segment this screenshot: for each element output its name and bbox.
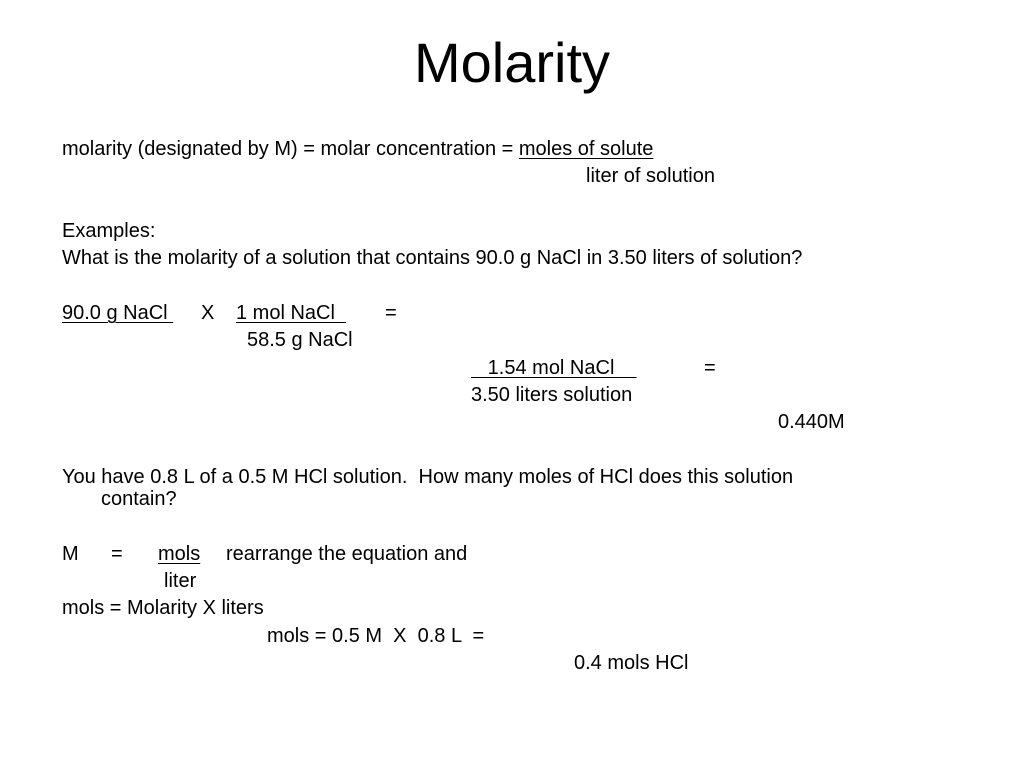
- example2-equals: =: [111, 543, 123, 565]
- definition-prefix: molarity (designated by M) = molar concentration =: [62, 138, 519, 160]
- example1-conv-denominator: 58.5 g NaCl: [247, 329, 353, 351]
- example2-question-line2: contain?: [101, 488, 177, 510]
- definition-denominator: liter of solution: [586, 165, 715, 187]
- example1-times: X: [201, 302, 215, 324]
- example2-answer: 0.4 mols HCl: [574, 652, 689, 674]
- example2-mols-numerator: mols: [158, 543, 201, 565]
- example2-m-symbol: M: [62, 543, 79, 565]
- example1-equals2: =: [704, 357, 716, 379]
- example2-liter-denominator: liter: [164, 570, 197, 592]
- definition-numerator: moles of solute: [518, 138, 654, 160]
- example1-answer: 0.440M: [778, 411, 845, 433]
- definition-line: [62, 137, 653, 161]
- example1-equals1: =: [385, 302, 397, 324]
- slide-title: Molarity: [413, 31, 611, 94]
- example1-question: What is the molarity of a solution that contains 90.0 g NaCl in 3.50 liters of solution?: [62, 247, 803, 269]
- example2-question-line1: You have 0.8 L of a 0.5 M HCl solution. How many moles of HCl does this solution: [62, 466, 794, 488]
- example1-mass: 90.0 g NaCl: [62, 302, 174, 324]
- example2-rearrange-text: rearrange the equation and: [226, 543, 468, 565]
- example1-moles-numerator: 1.54 mol NaCl: [471, 357, 637, 379]
- example1-conv-numerator: 1 mol NaCl: [236, 302, 347, 324]
- example2-formula: mols = Molarity X liters: [62, 597, 264, 619]
- example2-calculation: mols = 0.5 M X 0.8 L =: [267, 625, 485, 647]
- example1-volume-denominator: 3.50 liters solution: [471, 384, 633, 406]
- examples-label: Examples:: [62, 220, 156, 242]
